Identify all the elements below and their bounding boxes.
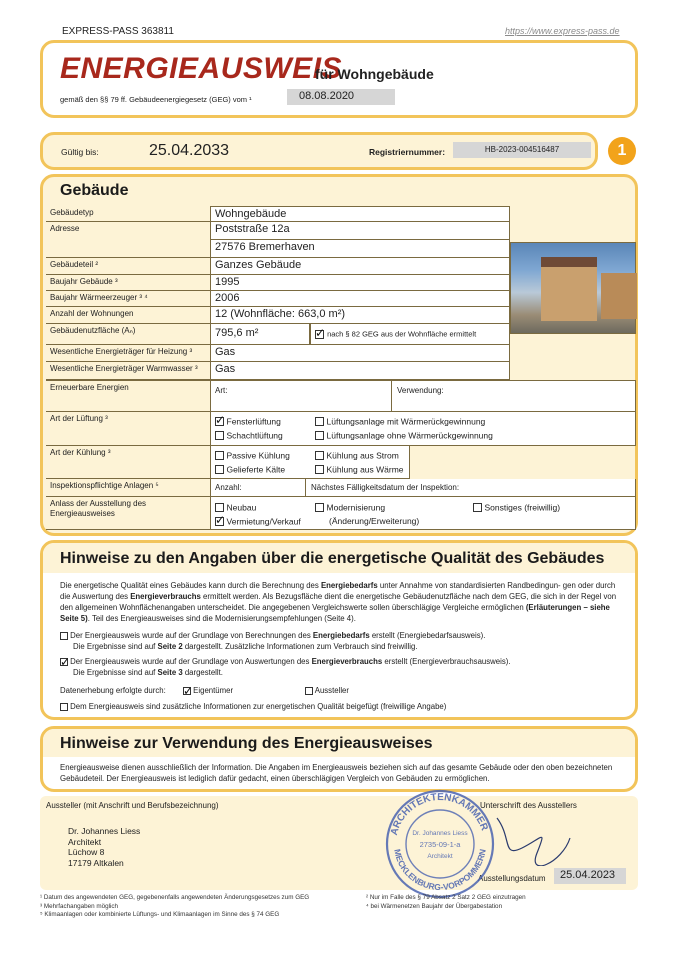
value-building-type: Wohngebäude [210,206,510,222]
usage-text: Energieausweise dienen ausschließlich der Information. Die Angaben im Energieausweis beziehen sich auf das gesamte Gebäude oder den oben bezeichneten Gebäudeteil. Der Energieausweis ist lediglich dafür gedacht, einen überschlägigen Vergleich von Gebäuden zu ermöglichen. [60,763,613,783]
footnote-1: ¹ Datum des angewendeten GEG, gegebenenfalls angewendeten Änderungsgesetzes zum GEG [40,894,310,901]
area-method-text: nach § 82 GEG aus der Wohnfläche ermittelt [327,329,477,339]
footnote-4: ⁴ bei Wärmenetzen Baujahr der Übergabestation [366,902,503,910]
label-water-energy: Wesentliche Energieträger Warmwasser ³ [46,362,210,380]
vent-shaft-checkbox[interactable] [215,431,224,440]
registration-number: HB-2023-004516487 [453,142,591,158]
cool-electric-label: Kühlung aus Strom [326,450,399,461]
building-photo [510,242,636,334]
photo-side-building [601,273,637,319]
renewable-divider [391,381,392,411]
inspection-cell [210,479,636,497]
valid-until-date: 25.04.2033 [149,142,230,159]
vent-recovery-label: Lüftungsanlage mit Wärmerückgewinnung [326,416,486,427]
label-inspection: Inspektionspflichtige Anlagen ⁵ [46,479,210,497]
label-building-part: Gebäudeteil ² [46,258,210,275]
renewable-use-label: Verwendung: [397,386,444,395]
cool-heat-label: Kühlung aus Wärme [326,464,404,475]
pass-number: EXPRESS-PASS 363811 [62,26,174,37]
cool-heat-checkbox[interactable] [315,465,324,474]
label-construction-year: Baujahr Gebäude ³ [46,275,210,291]
document-subtitle: für Wohngebäude [315,66,434,82]
issuer-name: Dr. Johannes Liess [68,826,141,836]
value-heater-year: 2006 [210,291,510,307]
extra-info-option: Dem Energieausweis sind zusätzliche Informationen zur energetischen Qualität beigefügt (freiwillige Angabe) [60,702,446,713]
value-water-energy: Gas [210,362,510,380]
issuer-city: 17179 Altkalen [68,857,124,868]
value-apartment-count: 12 (Wohnfläche: 663,0 m²) [210,307,510,324]
renewable-type-label: Art: [215,386,228,395]
building-title: Gebäude [60,182,129,199]
reason-modern-label: Modernisierung [326,502,386,513]
usage-title: Hinweise zur Verwendung des Energieausweises [60,735,433,752]
valid-until-label: Gültig bis: [61,147,99,157]
quality-title: Hinweise zu den Angaben über die energetische Qualität des Gebäudes [60,550,605,567]
value-usable-area: 795,6 m² [210,324,310,345]
cool-passive-checkbox[interactable] [215,451,224,460]
label-apartment-count: Anzahl der Wohnungen [46,307,210,324]
official-stamp [384,788,496,900]
reason-cell [210,497,636,530]
label-heating-energy: Wesentliche Energieträger für Heizung ³ [46,345,210,362]
consumption-checkbox[interactable] [60,658,68,666]
area-method-checkbox[interactable] [315,330,324,339]
data-issuer-checkbox[interactable] [305,687,313,695]
issuer-label: Aussteller (mit Anschrift und Berufsbezeichnung) [46,801,219,810]
vent-window-checkbox[interactable] [215,417,224,426]
demand-option: Der Energieausweis wurde auf der Grundlage von Berechnungen des Energiebedarfs erstellt (Energiebedarfsausweis). Die Ergebnisse sind auf Seite 2 dargestellt. Zusätzliche Informationen zum Verbrauch sind freiwillig. [60,631,620,653]
reason-other-label: Sonstiges (freiwillig) [484,502,561,513]
value-heating-energy: Gas [210,345,510,362]
issue-date-label: Ausstellungsdatum [478,874,546,883]
stamp-role: Architekt [427,853,453,860]
data-issuer-option: Aussteller [305,686,349,697]
stamp-name: Dr. Johannes Liess [412,830,468,837]
reason-rent-label: Vermietung/Verkauf [226,516,301,527]
inspection-count-label: Anzahl: [215,483,242,492]
vent-shaft-label: Schachtlüftung [226,430,283,441]
website-link[interactable]: https://www.express-pass.de [505,26,620,36]
label-building-type: Gebäudetyp [46,206,210,222]
law-reference: gemäß den §§ 79 ff. Gebäudeenergiegesetz (GEG) vom ¹ [60,95,252,104]
signature [492,808,572,866]
label-cooling: Art der Kühlung ³ [46,446,210,479]
extra-info-checkbox[interactable] [60,703,68,711]
footnotes-left [40,894,360,920]
demand-checkbox[interactable] [60,632,68,640]
footnote-3: ³ Mehrfachangaben möglich [40,902,119,910]
vent-window-label: Fensterlüftung [226,416,281,427]
label-address: Adresse [46,222,210,258]
validity-panel [40,132,598,170]
renewable-cell [210,380,636,412]
reason-new-label: Neubau [226,502,257,513]
data-owner-checkbox[interactable] [183,687,191,695]
usage-panel [40,726,638,792]
stamp-number: 2735-09-1-a [419,840,461,849]
building-table [46,206,636,532]
cool-electric-checkbox[interactable] [315,451,324,460]
header-panel [40,40,638,118]
value-address-city: 27576 Bremerhaven [210,240,510,258]
inspection-next-label: Nächstes Fälligkeitsdatum der Inspektion: [311,483,460,492]
label-heater-year: Baujahr Wärmeerzeuger ³ ⁴ [46,291,210,307]
vent-norecovery-checkbox[interactable] [315,431,324,440]
quality-panel [40,540,638,720]
issuer-panel [40,791,638,893]
law-date: 08.08.2020 [287,89,395,105]
issuer-street: Lüchow 8 [68,847,105,858]
issuer-address [68,826,140,869]
reason-other-checkbox[interactable] [473,503,482,512]
photo-roof [541,257,597,267]
footnotes-right [366,894,636,911]
registration-label: Registriernummer: [369,147,446,157]
ventilation-cell [210,412,636,446]
vent-norecovery-label: Lüftungsanlage ohne Wärmerückgewinnung [326,430,493,441]
issue-date: 25.04.2023 [554,868,626,884]
page-number-badge: 1 [608,137,636,165]
vent-recovery-checkbox[interactable] [315,417,324,426]
stamp-top-text: ARCHITEKTENKAMMER [388,791,490,837]
value-address-street: Poststraße 12a [210,222,510,240]
cooling-cell [210,446,410,479]
reason-modern-checkbox[interactable] [315,503,324,512]
reason-new-checkbox[interactable] [215,503,224,512]
data-collection-label: Datenerhebung erfolgte durch: [60,686,166,695]
stamp-bottom-text: MECKLENBURG-VORPOMMERN [392,848,488,893]
label-reason: Anlass der Ausstellung des Energieausweises [46,497,210,530]
footnote-2: ² Nur im Falle des § 79 Absatz 2 Satz 2 GEG einzutragen [366,894,526,901]
label-renewable: Erneuerbare Energien [46,380,210,412]
cool-delivered-label: Gelieferte Kälte [226,464,286,475]
area-method-cell [310,324,510,345]
reason-modern-sublabel: (Änderung/Erweiterung) [329,516,420,526]
data-owner-option: ✓ Eigentümer [183,686,233,697]
document-title: ENERGIEAUSWEIS [60,52,343,85]
footnote-5: ⁵ Klimaanlagen oder kombinierte Lüftungs- und Klimaanlagen im Sinne des § 74 GEG [40,911,280,918]
signature-label: Unterschrift des Ausstellers [480,801,577,810]
label-usable-area: Gebäudenutzfläche (Aₙ) [46,324,210,345]
photo-facade [541,265,597,321]
cool-passive-label: Passive Kühlung [226,450,290,461]
inspection-divider [305,479,306,496]
cool-delivered-checkbox[interactable] [215,465,224,474]
value-building-part: Ganzes Gebäude [210,258,510,275]
issuer-title: Architekt [68,836,102,847]
reason-rent-checkbox[interactable] [215,517,224,526]
value-construction-year: 1995 [210,275,510,291]
label-ventilation: Art der Lüftung ³ [46,412,210,446]
consumption-option: ✓ Der Energieausweis wurde auf der Grundlage von Auswertungen des Energieverbrauchs erstellt (Energieverbrauchsausweis). Die Ergebnisse sind auf Seite 3 dargestellt. [60,657,620,679]
quality-intro: Die energetische Qualität eines Gebäudes kann durch die Berechnung des Energiebedarfs unter Annahme von standardisierten Randbedingun- gen oder durch die Auswertung des Energieverbrauchs ermittelt werden. Als Bezugsfläche dient die energetische Gebäudenutzfläche nach dem GEG, die sich in der Regel von den allgemeinen Wohnflächenangaben unterscheidet. Die angegebenen Vergleichswerte sollen überschlägige Vergleiche ermöglichen (Erläuterungen – siehe Seite 5). Teil des Energieausweises sind die Modernisierungsempfehlungen (Seite 4). [60,581,617,623]
